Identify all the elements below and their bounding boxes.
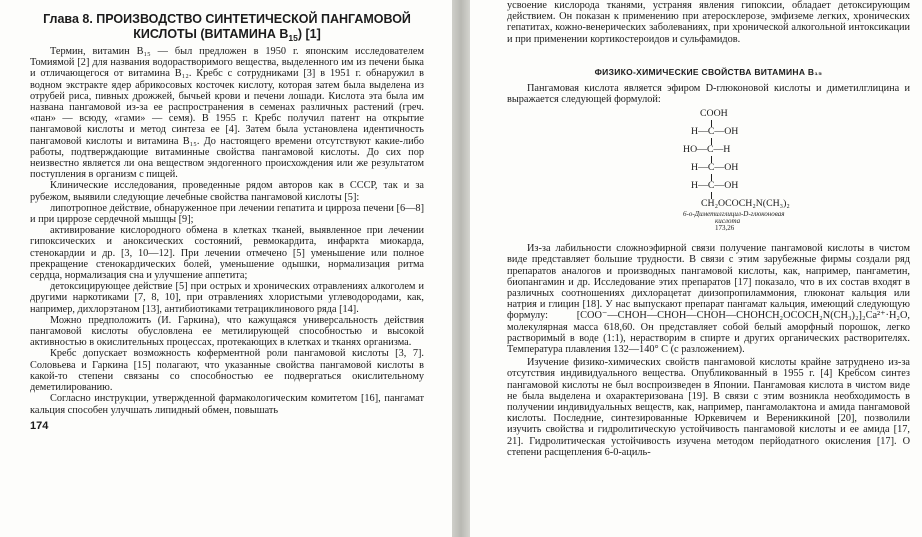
chapter-title-line-2-text: КИСЛОТЫ (ВИТАМИНА B: [133, 26, 289, 41]
formula-bottom: CH₂OCOCH₂N(CH₃)₂: [701, 198, 790, 210]
formula-row: HO—C—H: [683, 144, 731, 156]
chapter-title-subscript: 15: [288, 32, 298, 43]
section-heading: ФИЗИКО-ХИМИЧЕСКИЕ СВОЙСТВА ВИТАМИНА B₁₅: [594, 66, 823, 77]
chapter-title-line-2: [30, 27, 424, 43]
left-page: [0, 0, 452, 537]
paragraph: Изучение физико-химических свойств пангамовой кислоты крайне затруднено из-за отсутствия индивидуального вещества. Опубликованный в 1955 г. [4] Кребсом синтез пангамовой кислоты не был воспроизведен в Японии. Пангамовая кислота в чистом виде не была выделена и охарактеризована [19]. В связи с этим возникла необходимость в получении индивидуальных веществ, как, например, пангамолактона и амида пангамовой кислоты. Последние, синтезированные Юркевичем и Верениккиной [20], позволили изучить свойства и гидролитическую устойчивость пангамовой кислоты и ее амида [17, 21]. Гидролитическая устойчивость изучена методом перйодатного окисления [17]. О степени расщепления 6-0-ациль-: [507, 357, 910, 458]
list-item: детоксицирующее действие [5] при острых и хронических отравлениях алкоголем и другими наркотиками [7, 8, 10], при отравлениях хлористыми углеводородами, как, например, дихлорэтаном [13], антибиотиками тетрациклинового ряда [14].: [30, 281, 424, 315]
paragraph: усвоение кислорода тканями, устраняя явления гипоксии, обладает детоксирующим действием. Он показан к применению при атеросклерозе, эмфиземе легких, хронических гепатитах, кожно-венерических заболеваниях, при хронической алкогольной интоксикации и при применении кортикостероидов и сульфамидов.: [507, 0, 910, 45]
formula-caption: кислота: [715, 217, 741, 226]
paragraph: Кребс допускает возможность коферментной роли пангамовой кислоты [3, 7]. Соловьева и Гаркина [15] полагают, что указанные свойства пангамовой кислоты в какой-то степени связаны со способностью ее подвергаться окислительному деметилированию.: [30, 348, 424, 394]
formula-row: H—C—OH: [691, 180, 739, 192]
book-gutter: [452, 0, 470, 537]
list-item: липотропное действие, обнаруженное при лечении гепатита и цирроза печени [6—8] и при циррозе сердечной мышцы [9];: [30, 202, 424, 226]
formula-row: H—C—OH: [691, 126, 739, 138]
page-number: 174: [30, 419, 49, 432]
paragraph: Термин, витамин B₁₅ — был предложен в 1950 г. японским исследователем Томиямой [2] для названия водорастворимого вещества, выделенного им из печени быка и отличающегося от витамина B₁₂. Кребс с сотрудниками [3] в 1951 г. обнаружил в водном экстракте ядер абрикосовых косточек кислоту, которая затем была выделена из отрубей риса, пивных дрожжей, бычьей крови и печени лошади. Кислота эта была им названа пангамовой из-за ее распространения в семенах различных растений (греч. «пан» — всюду, «гами» — семя). В 1955 г. Кребс получил патент на открытие пангамовой кислоты и метод синтеза ее [4]. Затем была установлена идентичность пангамовой кислоты и витамина B₁₅. До настоящего времени отсутствуют какие-либо работы, подтверждающие витаминные свойства пангамовой кислоты. До сих пор неизвестно является ли она веществом эндогенного происхождения или же результатом поступления в организм с пищей.: [30, 46, 424, 181]
formula-number: 173,26: [715, 224, 735, 233]
chapter-title-line-1: Глава 8. ПРОИЗВОДСТВО СИНТЕТИЧЕСКОЙ ПАНГАМОВОЙ: [43, 12, 411, 26]
paragraph: Клинические исследования, проведенные рядом авторов как в СССР, так и за рубежом, выявили следующие лечебные свойства пангамовой кислоты [5]:: [30, 180, 424, 203]
paragraph: Согласно инструкции, утвержденной фармакологическим комитетом [16], пангамат кальция способен улучшать липидный обмен, повышать: [30, 393, 424, 416]
chapter-title: [30, 12, 424, 42]
formula-cooh: COOH: [700, 108, 728, 120]
right-page: [470, 0, 922, 537]
paragraph: Можно предположить (И. Гаркина), что кажущаяся универсальность действия пангамовой кислоты обусловлена ее метилирующей способностью и высокой активностью в окислительных процессах, протекающих в клетках и тканях организма.: [30, 314, 424, 349]
formula-row: H—C—OH: [691, 162, 739, 174]
structural-formula: [507, 109, 910, 231]
paragraph: Из-за лабильности сложноэфирной связи получение пангамовой кислоты в чистом виде представляет большие трудности. В связи с этим зарубежные фирмы создали ряд препаратов аналогов и производных пангамовой кислоты, как, например, пангаметин, биопангамин и др. Исследование этих препаратов [17] показало, что в их состав входят в различных соотношениях дихлорацетат диизопропиламмония, глюконат кальция или натрия и глицин [18]. У нас выпускают препарат пангамат кальция, имеющий следующую формулу: [COO⁻—CHOH—CHOH—CHOH—CHOHCH₂OCOCH₂N(CH₃)₂]₂Ca²⁺·H₂O, молекулярная масса 618,60. Он представляет собой белый аморфный порошок, легко растворимый в воде (1:1), нерастворим в спирте и других органических растворителях. Температура плавления 132—140° С (с разложением).: [507, 243, 910, 356]
list-item: активирование кислородного обмена в клетках тканей, выявленное при лечении гипоксических и аноксических состояний, ревмокардита, инфаркта миокарда, стенокардии и др. [3, 10—12]. При лечении отмечено [5] уменьшение или полное прекращение стенокардических болей, уменьшение одышки, нормализация ритма сердца, нормализация сна и улучшение аппетита;: [30, 225, 424, 282]
formula-caption: 6-о-Диметилглицил-D-глюконовая: [683, 210, 785, 219]
paragraph: Пангамовая кислота является эфиром D-глюконовой кислоты и диметилглицина и выражается следующей формулой:: [507, 82, 910, 106]
chapter-title-ref: ) [1]: [297, 26, 321, 41]
